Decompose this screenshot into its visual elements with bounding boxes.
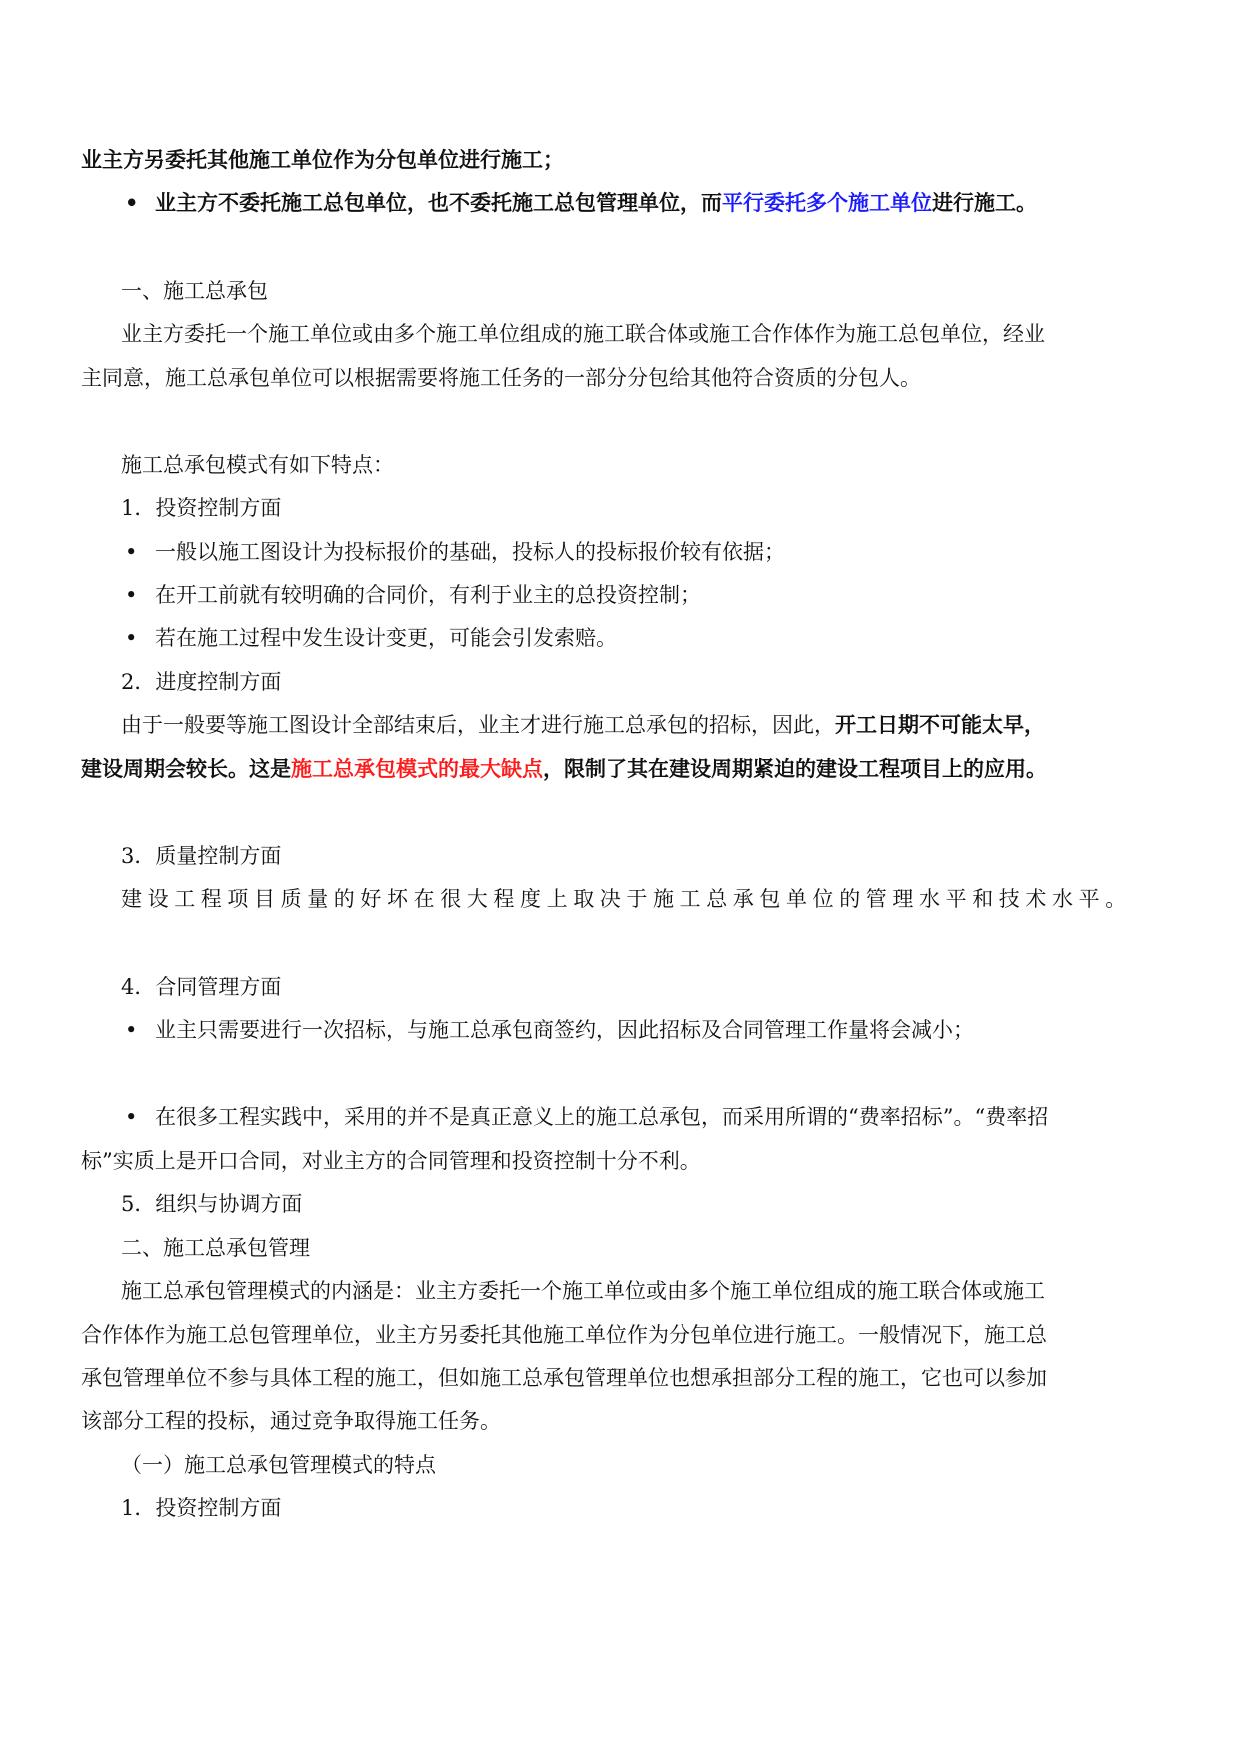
bullet-item <box>125 580 701 610</box>
highlight-blue: 平行委托多个施工单位 <box>722 191 932 215</box>
paragraph-line: 建设工程项目质量的好坏在很大程度上取决于施工总承包单位的管理水平和技术水平。 <box>121 887 1132 911</box>
subheading-contract: 4．合同管理方面 <box>121 975 282 999</box>
text-segment: ，限制了其在建设周期紧迫的建设工程项目上的应用。 <box>543 757 1047 781</box>
bold-segment: 开工日期不可能太早， <box>835 713 1045 737</box>
bullet-text: 若在施工过程中发生设计变更，可能会引发索赔。 <box>155 626 617 650</box>
section-heading-2: 二、施工总承包管理 <box>121 1236 310 1260</box>
subsection-heading: （一）施工总承包管理模式的特点 <box>121 1453 436 1477</box>
subheading-schedule: 2．进度控制方面 <box>121 670 282 694</box>
bullet-text: 一般以施工图设计为投标报价的基础，投标人的投标报价较有依据； <box>155 540 785 564</box>
bold-line-subcontract: 业主方另委托其他施工单位作为分包单位进行施工； <box>81 148 564 172</box>
text-segment: 业主方不委托施工总包单位，也不委托施工总包管理单位，而 <box>155 191 722 215</box>
bullet-item <box>125 1102 1048 1132</box>
bullet-text: 在开工前就有较明确的合同价，有利于业主的总投资控制； <box>155 583 701 607</box>
paragraph-line <box>121 710 1045 740</box>
section-heading-1: 一、施工总承包 <box>121 279 268 303</box>
text-segment: 由于一般要等施工图设计全部结束后，业主才进行施工总承包的招标，因此， <box>121 713 835 737</box>
text-segment: 建设周期会较长。这是 <box>81 757 291 781</box>
bullet-text: 在很多工程实践中，采用的并不是真正意义上的施工总承包，而采用所谓的“费率招标”。“费率招 <box>155 1105 1049 1129</box>
paragraph-line: 承包管理单位不参与具体工程的施工，但如施工总承包管理单位也想承担部分工程的施工，它也可以参加 <box>81 1366 1047 1390</box>
paragraph-line: 业主方委托一个施工单位或由多个施工单位组成的施工联合体或施工合作体作为施工总包单位，经业 <box>121 322 1045 346</box>
bullet-item <box>125 623 617 653</box>
bullet-dot: • <box>125 540 138 564</box>
text-segment: 进行施工。 <box>932 191 1037 215</box>
subheading-investment-2: 1．投资控制方面 <box>121 1496 282 1520</box>
bullet-item <box>125 537 785 567</box>
bullet-dot: • <box>125 583 138 607</box>
paragraph-line-bold <box>81 754 1047 784</box>
bullet-dot: • <box>125 1018 138 1042</box>
subheading-quality: 3．质量控制方面 <box>121 844 282 868</box>
bullet-dot: • <box>125 191 139 215</box>
paragraph-line: 标”实质上是开口合同，对业主方的合同管理和投资控制十分不利。 <box>81 1149 701 1173</box>
paragraph-line: 该部分工程的投标，通过竞争取得施工任务。 <box>81 1409 501 1433</box>
paragraph-line: 合作体作为施工总包管理单位，业主方另委托其他施工单位作为分包单位进行施工。一般情况下，施工总 <box>81 1323 1047 1347</box>
highlight-red: 施工总承包模式的最大缺点 <box>291 757 543 781</box>
bullet-dot: • <box>125 1105 138 1129</box>
bullet-parallel-contract <box>125 188 1037 218</box>
bullet-item <box>125 1015 974 1045</box>
subheading-organization: 5．组织与协调方面 <box>121 1192 303 1216</box>
bullet-text: 业主只需要进行一次招标，与施工总承包商签约，因此招标及合同管理工作量将会减小； <box>155 1018 974 1042</box>
paragraph-line: 主同意，施工总承包单位可以根据需要将施工任务的一部分分包给其他符合资质的分包人。 <box>81 366 921 390</box>
paragraph-line: 施工总承包模式有如下特点： <box>121 453 394 477</box>
bullet-dot: • <box>125 626 138 650</box>
paragraph-line: 施工总承包管理模式的内涵是：业主方委托一个施工单位或由多个施工单位组成的施工联合体或施工 <box>121 1279 1045 1303</box>
subheading-investment: 1．投资控制方面 <box>121 496 282 520</box>
